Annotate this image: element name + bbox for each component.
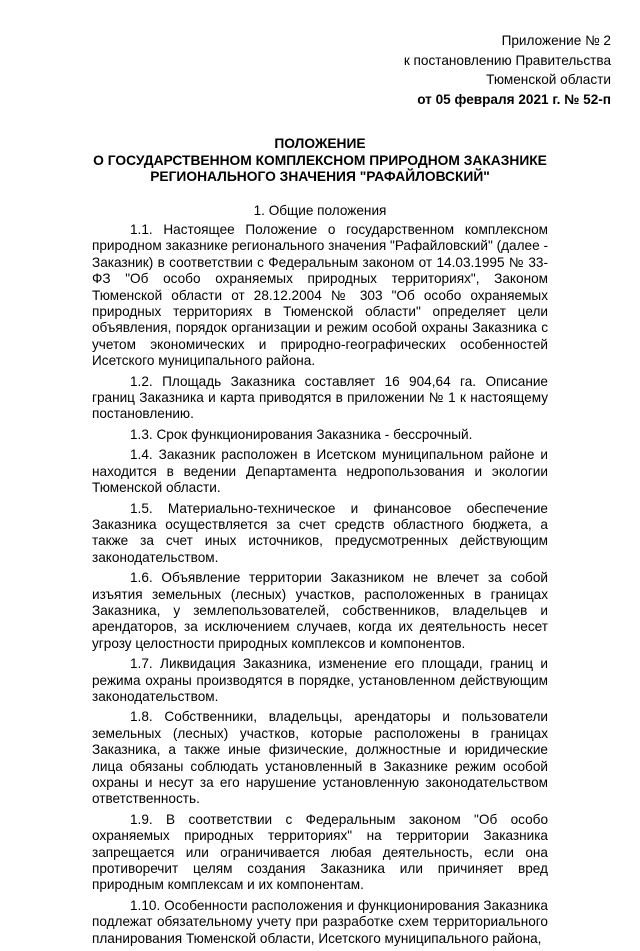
title-line-2: О ГОСУДАРСТВЕННОМ КОМПЛЕКСНОМ ПРИРОДНОМ ЗАКАЗНИКЕ [93, 152, 547, 168]
paragraph-1-7: 1.7. Ликвидация Заказника, изменение его площади, границ и режима охраны производятся в порядке, установленном действующим законодательством. [92, 656, 548, 704]
paragraph-1-3: 1.3. Срок функционирования Заказника - бессрочный. [130, 426, 473, 442]
paragraph-1-9: 1.9. В соответствии с Федеральным законом "Об особо охраняемых природных территориях" на территории Заказника запрещается или ограничивается любая деятельность, если она противоречит целям создания Заказника или причиняет вред природным комплексам и их компонентам. [92, 811, 548, 893]
paragraph-1-4: 1.4. Заказник расположен в Исетском муниципальном районе и находится в ведении Департамента недропользования и экологии Тюменской области. [92, 447, 548, 496]
appendix-reference: к постановлению Правительства [403, 52, 611, 68]
paragraph-1-1: 1.1. Настоящее Положение о государственном комплексном природном заказнике регионального значения "Рафайловский" (далее - Заказник) в соответствии с Федеральным законом от 14.03.1995 № 33-ФЗ "Об особо охраняемых природных территориях", Законом Тюменской области от 28.12.2004 № 303 "Об особо охраняемых природных территориях в Тюменской области" определяет цели объявления, порядок организации и режим особой охраны Заказника с учетом экономических и природно-географических особенностей Исетского муниципального района. [92, 222, 548, 369]
title-line-3: РЕГИОНАЛЬНОГО ЗНАЧЕНИЯ "РАФАЙЛОВСКИЙ" [150, 169, 490, 184]
appendix-region: Тюменской области [486, 72, 611, 87]
section-heading: 1. Общие положения [253, 203, 387, 218]
paragraph-1-2: 1.2. Площадь Заказника составляет 16 904,64 га. Описание границ Заказника и карта приводятся в приложении № 1 к настоящему постановлению. [92, 373, 548, 422]
appendix-date-number: от 05 февраля 2021 г. № 52-п [417, 91, 611, 107]
paragraph-1-8: 1.8. Собственники, владельцы, арендаторы и пользователи земельных (лесных) участков, которые расположены в границах Заказника, а также иные физические, должностные и юридические лица обязаны соблюдать установленный в Заказнике режим особой охраны и несут за его нарушение установленную законодательством ответственность. [92, 709, 548, 807]
paragraph-1-6: 1.6. Объявление территории Заказником не влечет за собой изъятия земельных (лесных) участков, расположенных в границах Заказника, у землепользователей, собственников, владельцев и арендаторов, за исключением случаев, когда их деятельность несет угрозу целостности природных комплексов и компонентов. [92, 570, 548, 651]
document-title [92, 136, 548, 186]
document-header [371, 31, 611, 109]
paragraph-1-10: 1.10. Особенности расположения и функционирования Заказника подлежат обязательному учету при разработке схем территориального планирования Тюменской области, Исетского муниципального района, [92, 897, 548, 946]
paragraph-1-5: 1.5. Материально-техническое и финансовое обеспечение Заказника осуществляется за счет средств областного бюджета, а также за счет иных источников, предусмотренных действующим законодательством. [92, 500, 548, 565]
title-line-1: ПОЛОЖЕНИЕ [274, 136, 366, 151]
appendix-number: Приложение № 2 [501, 33, 611, 48]
document-body [92, 222, 548, 951]
